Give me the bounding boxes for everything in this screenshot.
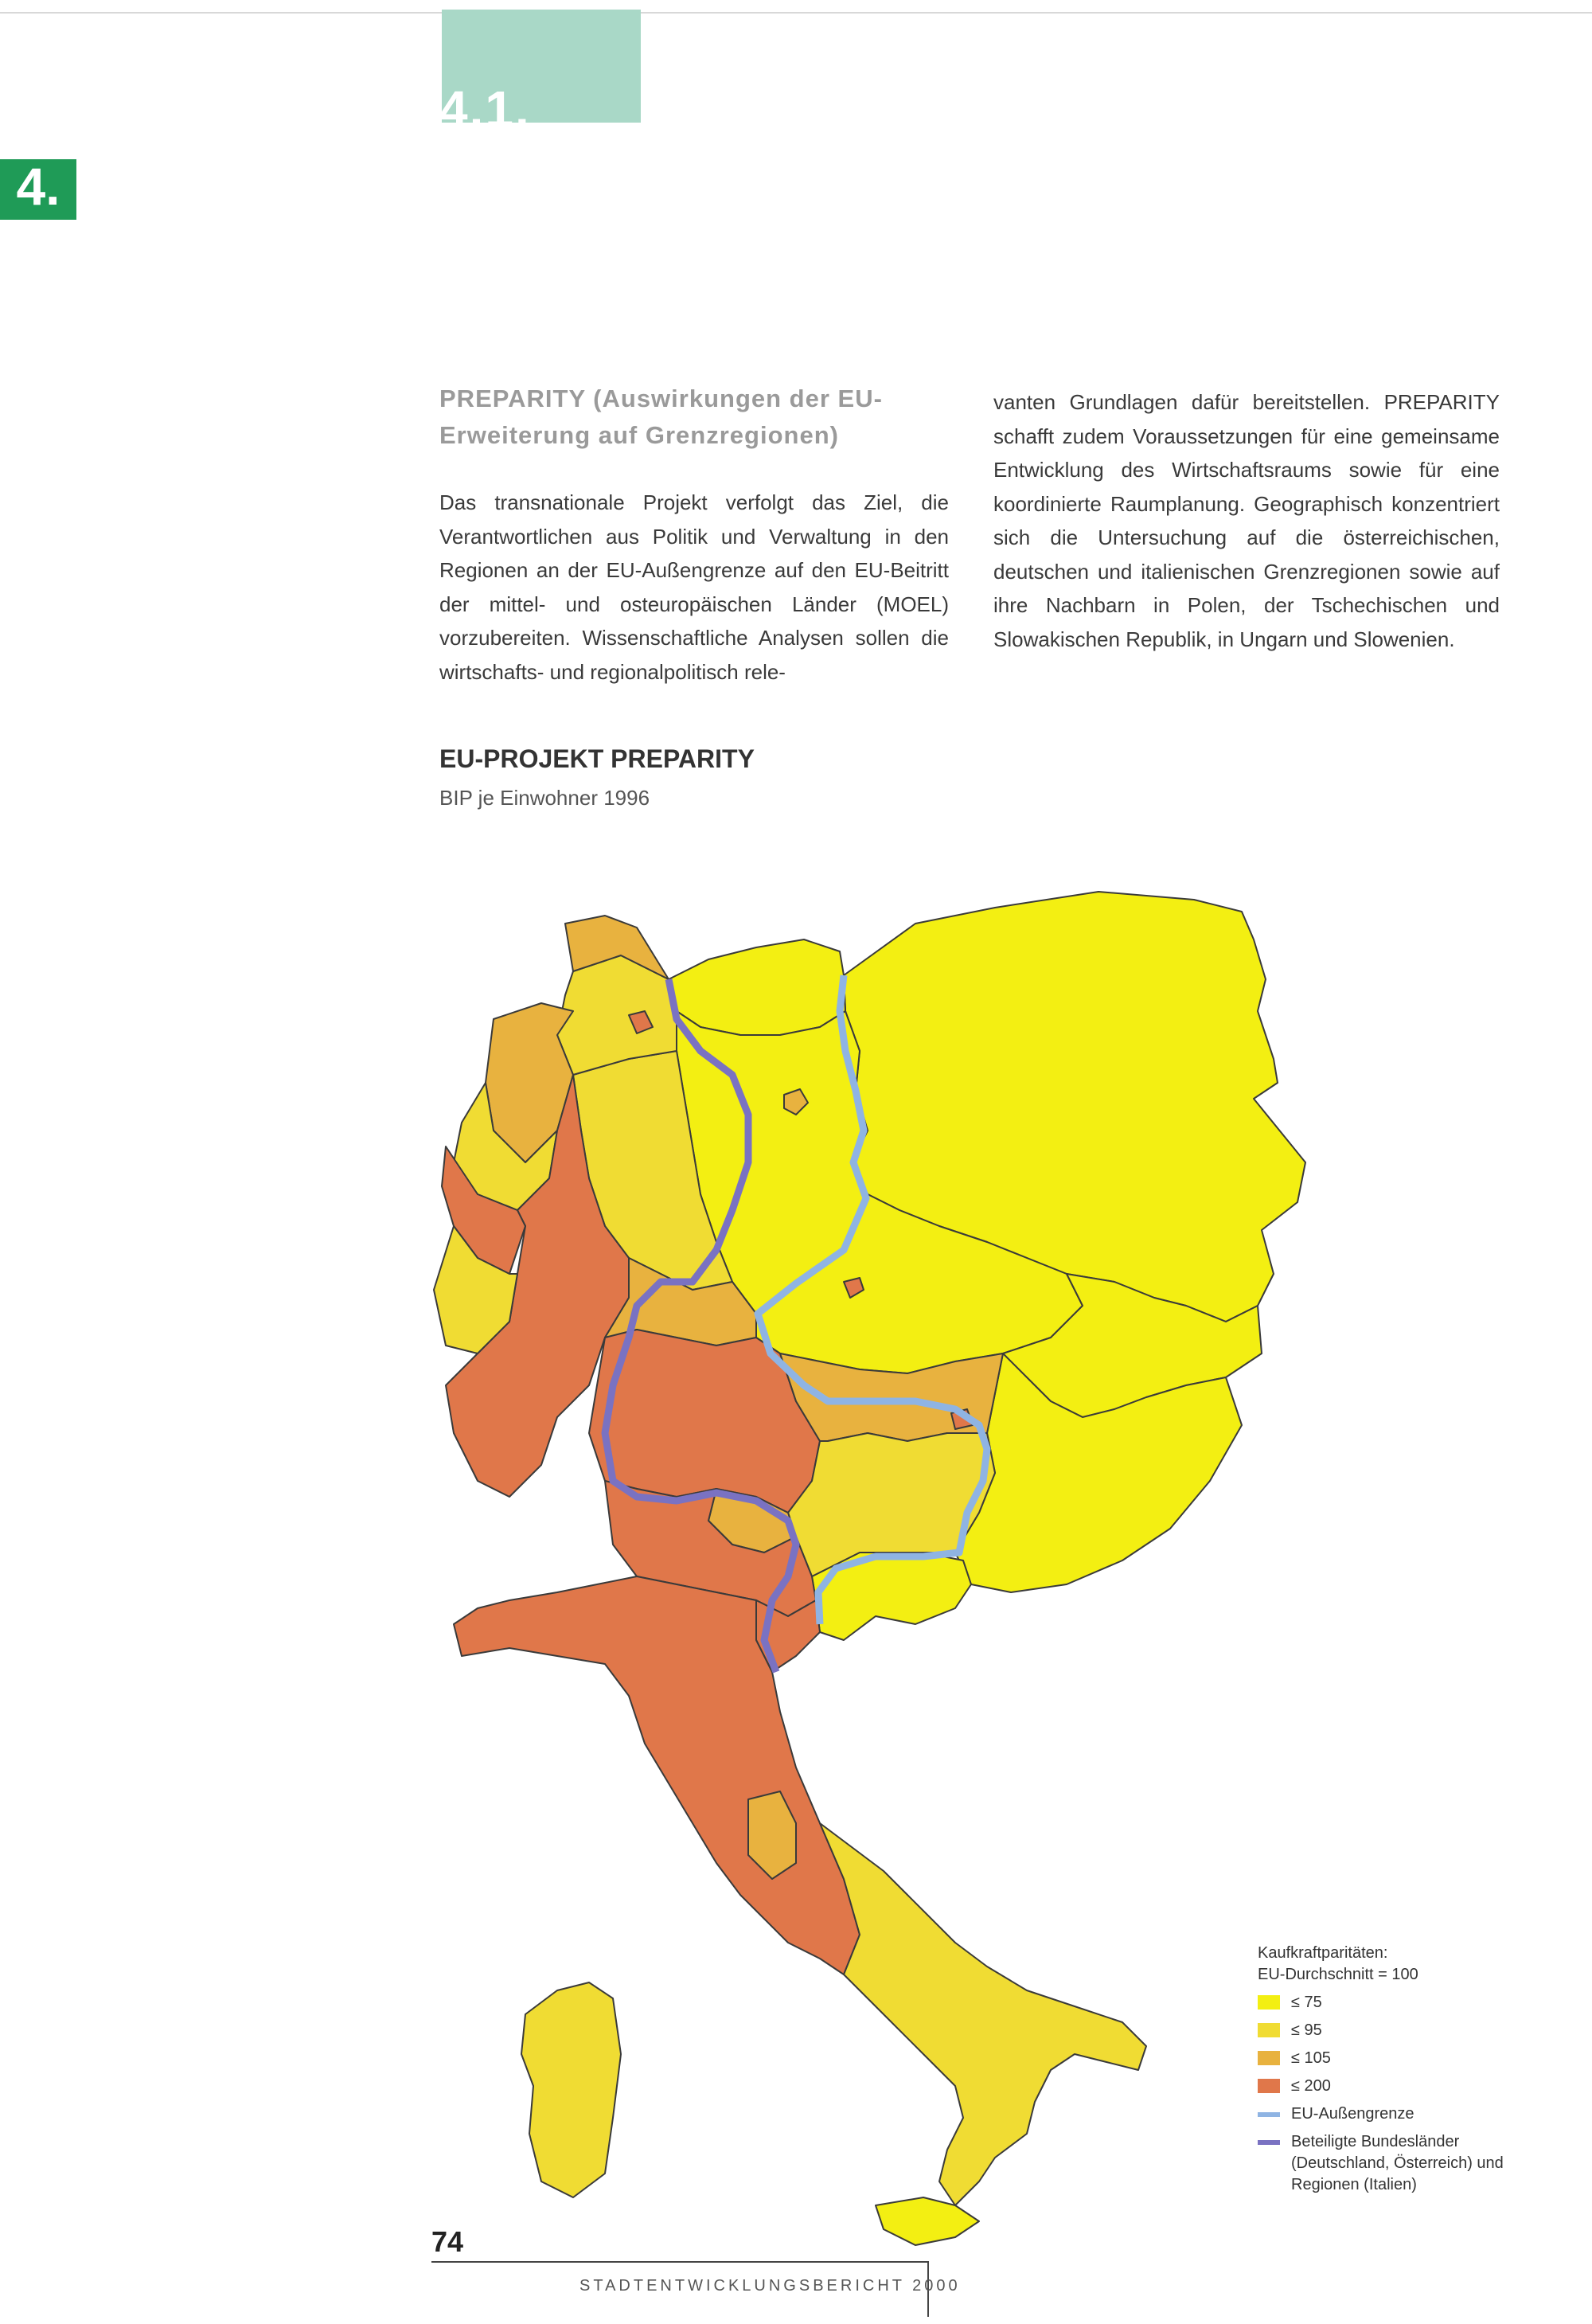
region-italy-south: [820, 1823, 1146, 2205]
map-subtitle: BIP je Einwohner 1996: [439, 786, 650, 810]
chapter-number: 4.: [16, 157, 60, 216]
legend-item-label: ≤ 200: [1291, 2077, 1331, 2095]
legend-title-line2: EU-Durchschnitt = 100: [1258, 1966, 1418, 1983]
region-sardinia: [521, 1982, 621, 2197]
legend-item: [1258, 1992, 1544, 2013]
legend-title-line1: Kaufkraftparitäten:: [1258, 1944, 1388, 1962]
legend-item-label: ≤ 95: [1291, 2021, 1322, 2039]
section-number: 4.1.: [439, 80, 531, 138]
map-legend: [1258, 1943, 1544, 2202]
legend-swatch: [1258, 1995, 1280, 2010]
legend-item-label: EU-Außengrenze: [1291, 2105, 1414, 2123]
region-sicily: [876, 2197, 979, 2245]
legend-item-label: ≤ 105: [1291, 2049, 1331, 2067]
footer-rule: [431, 2261, 929, 2263]
region-germany-northeast: [669, 939, 845, 1035]
legend-item-label: Beteiligte Bundesländer (Deutschland, Österreich) und Regionen (Italien): [1291, 2133, 1504, 2193]
legend-item-eu-border: [1258, 2103, 1544, 2125]
article-heading: PREPARITY (Auswirkungen der EU-Erweiterung auf Grenzregionen): [439, 385, 883, 449]
legend-title: [1258, 1943, 1544, 1986]
legend-item: [1258, 2076, 1544, 2097]
legend-item-label: ≤ 75: [1291, 1994, 1322, 2011]
legend-item: [1258, 2020, 1544, 2041]
page-number: 74: [431, 2225, 464, 2258]
legend-swatch: [1258, 2023, 1280, 2037]
publication-title: STADTENTWICKLUNGSBERICHT 2000: [579, 2277, 961, 2295]
body-text-right: vanten Grundlagen dafür bereitstellen. PREPARITY schafft zudem Voraussetzungen für eine gemeinsame Entwicklung des Wirtschaftsraums sowie für eine koordinierte Raumplanung. Geographisch konzentriert sich die Untersuchung auf die österreichischen, deutschen und italienischen Grenzregionen sowie auf ihre Nachbarn in Polen, der Tschechischen und Slowakischen Republik, in Ungarn und Slowenien.: [993, 390, 1500, 651]
legend-swatch: [1258, 2079, 1280, 2093]
legend-item: [1258, 2048, 1544, 2069]
legend-line-swatch: [1258, 2112, 1280, 2117]
body-text-left: Das transnationale Projekt verfolgt das Ziel, die Verantwortlichen aus Politik und Verwaltung in den Regionen an der EU-Außengrenze auf den EU-Beitritt der mittel- und osteuropäischen Länder (MOEL) vorzubereiten. Wissenschaftliche Analysen sollen die wirtschafts- und regionalpolitisch rele-: [439, 490, 949, 684]
legend-swatch: [1258, 2051, 1280, 2065]
legend-line-swatch: [1258, 2140, 1280, 2145]
map-title: EU-PROJEKT PREPARITY: [439, 744, 755, 773]
legend-item-participating: [1258, 2131, 1544, 2196]
